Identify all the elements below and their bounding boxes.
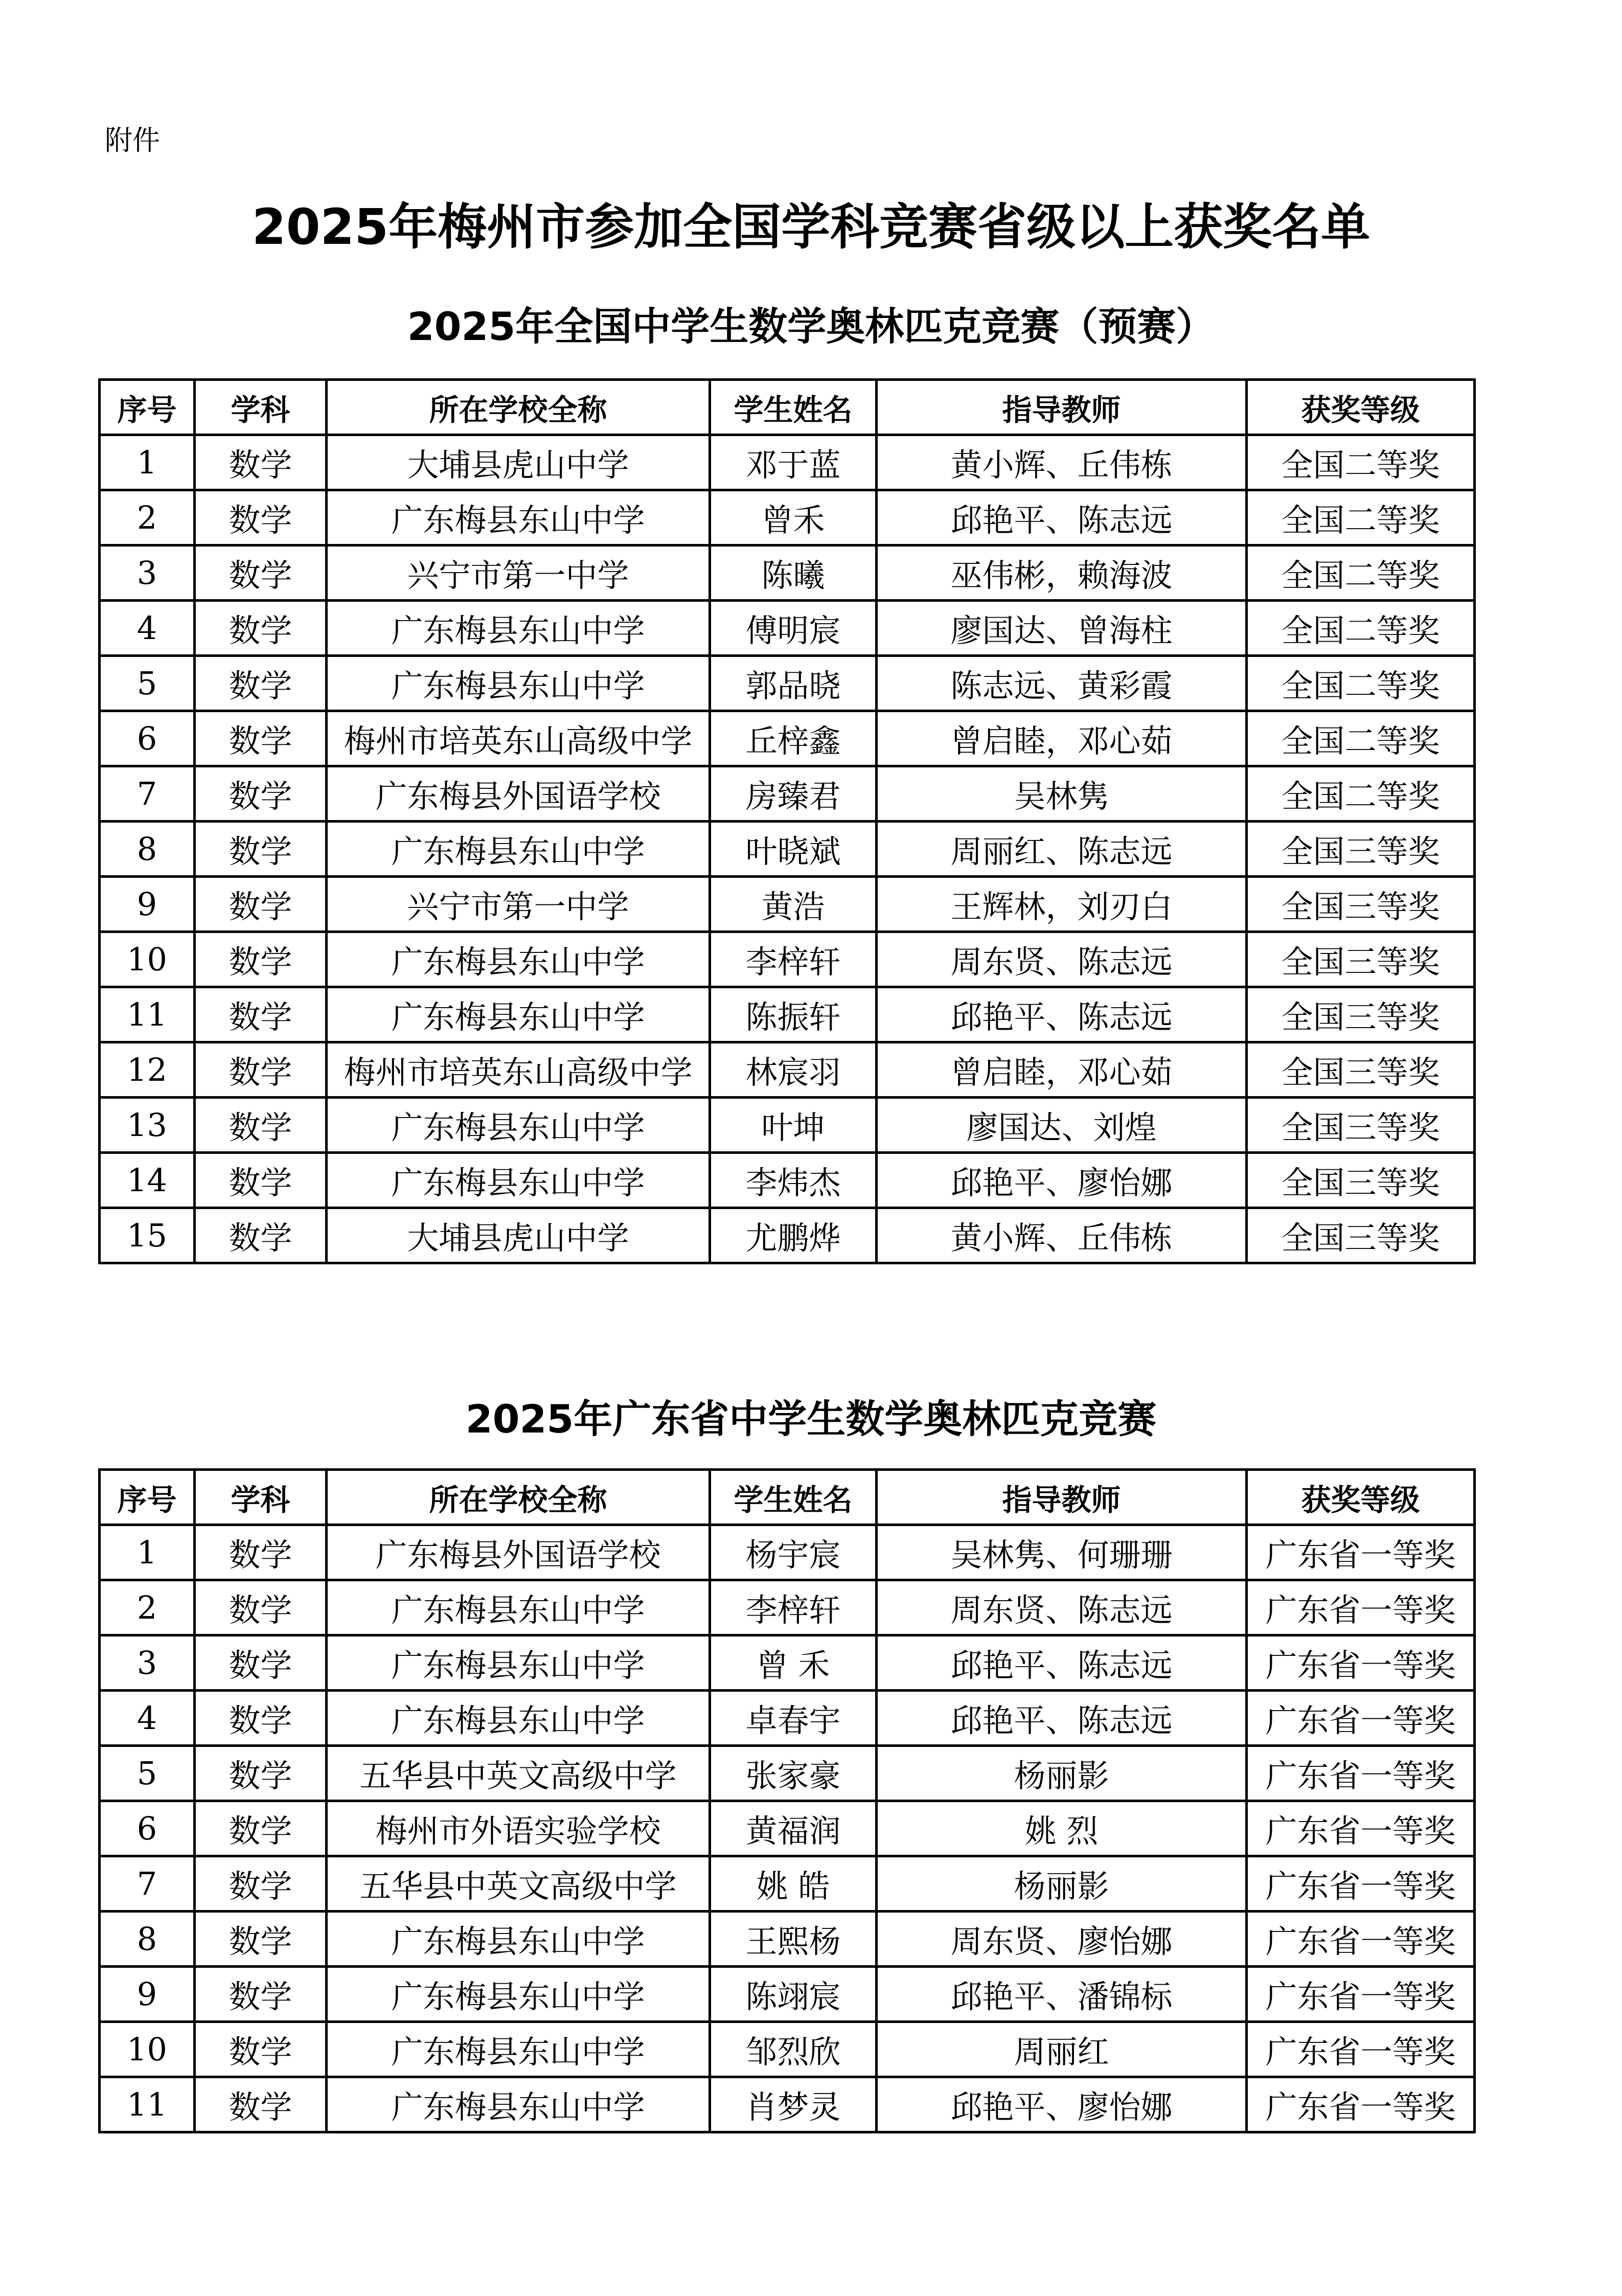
cell-subject: 数学 [195, 1153, 327, 1208]
cell-teacher: 邱艳平、廖怡娜 [877, 2077, 1247, 2132]
cell-teacher: 邱艳平、陈志远 [877, 987, 1247, 1042]
cell-index: 6 [100, 1801, 195, 1856]
cell-teacher: 周东贤、陈志远 [877, 932, 1247, 987]
cell-award: 全国二等奖 [1247, 766, 1475, 822]
header-school: 所在学校全称 [327, 380, 710, 435]
cell-index: 2 [100, 490, 195, 545]
table-row [100, 1691, 1475, 1746]
cell-school: 广东梅县东山中学 [327, 2077, 710, 2132]
header-subject: 学科 [195, 1470, 327, 1525]
table-row [100, 822, 1475, 877]
cell-subject: 数学 [195, 1856, 327, 1912]
cell-student: 陈振轩 [710, 987, 877, 1042]
cell-subject: 数学 [195, 1635, 327, 1691]
cell-award: 广东省一等奖 [1247, 1967, 1475, 2022]
cell-subject: 数学 [195, 656, 327, 711]
cell-award: 全国三等奖 [1247, 1042, 1475, 1098]
header-student: 学生姓名 [710, 1470, 877, 1525]
cell-student: 杨宇宸 [710, 1525, 877, 1580]
cell-subject: 数学 [195, 490, 327, 545]
cell-school: 梅州市培英东山高级中学 [327, 1042, 710, 1098]
cell-index: 9 [100, 1967, 195, 2022]
header-index: 序号 [100, 380, 195, 435]
cell-student: 肖梦灵 [710, 2077, 877, 2132]
cell-teacher: 吴林隽 [877, 766, 1247, 822]
cell-student: 陈翊宸 [710, 1967, 877, 2022]
cell-school: 五华县中英文高级中学 [327, 1746, 710, 1801]
cell-index: 12 [100, 1042, 195, 1098]
cell-subject: 数学 [195, 1967, 327, 2022]
provincial-award-table [98, 1468, 1476, 2133]
cell-school: 广东梅县东山中学 [327, 1580, 710, 1635]
cell-student: 房臻君 [710, 766, 877, 822]
cell-award: 广东省一等奖 [1247, 1525, 1475, 1580]
cell-student: 姚 皓 [710, 1856, 877, 1912]
cell-teacher: 周东贤、陈志远 [877, 1580, 1247, 1635]
cell-student: 李梓轩 [710, 932, 877, 987]
cell-index: 7 [100, 1856, 195, 1912]
cell-index: 10 [100, 932, 195, 987]
cell-award: 全国三等奖 [1247, 1098, 1475, 1153]
cell-subject: 数学 [195, 877, 327, 932]
cell-index: 15 [100, 1208, 195, 1263]
cell-teacher: 吴林隽、何珊珊 [877, 1525, 1247, 1580]
cell-teacher: 邱艳平、陈志远 [877, 1691, 1247, 1746]
cell-index: 3 [100, 1635, 195, 1691]
table-row [100, 932, 1475, 987]
cell-teacher: 曾启睦，邓心茹 [877, 1042, 1247, 1098]
cell-index: 11 [100, 2077, 195, 2132]
cell-student: 黄浩 [710, 877, 877, 932]
cell-school: 广东梅县东山中学 [327, 1153, 710, 1208]
cell-subject: 数学 [195, 1912, 327, 1967]
cell-student: 邹烈欣 [710, 2022, 877, 2077]
cell-school: 广东梅县外国语学校 [327, 766, 710, 822]
cell-index: 8 [100, 1912, 195, 1967]
table-row [100, 601, 1475, 656]
cell-school: 大埔县虎山中学 [327, 435, 710, 490]
cell-school: 广东梅县东山中学 [327, 1912, 710, 1967]
cell-student: 卓春宇 [710, 1691, 877, 1746]
cell-student: 曾 禾 [710, 1635, 877, 1691]
cell-student: 张家豪 [710, 1746, 877, 1801]
header-award: 获奖等级 [1247, 1470, 1475, 1525]
header-student: 学生姓名 [710, 380, 877, 435]
attachment-label: 附件 [105, 124, 160, 156]
table-header-row [100, 380, 1475, 435]
cell-school: 广东梅县东山中学 [327, 987, 710, 1042]
cell-student: 邓于蓝 [710, 435, 877, 490]
cell-subject: 数学 [195, 1801, 327, 1856]
table-header-row [100, 1470, 1475, 1525]
table-row [100, 1856, 1475, 1912]
cell-student: 尤鹏烨 [710, 1208, 877, 1263]
table-row [100, 656, 1475, 711]
cell-index: 7 [100, 766, 195, 822]
cell-subject: 数学 [195, 601, 327, 656]
national-award-table [98, 378, 1476, 1264]
table-row [100, 1042, 1475, 1098]
cell-award: 广东省一等奖 [1247, 1635, 1475, 1691]
cell-award: 全国三等奖 [1247, 822, 1475, 877]
cell-school: 广东梅县东山中学 [327, 932, 710, 987]
cell-award: 全国三等奖 [1247, 1208, 1475, 1263]
cell-award: 全国二等奖 [1247, 711, 1475, 766]
cell-school: 广东梅县东山中学 [327, 1691, 710, 1746]
cell-award: 全国三等奖 [1247, 932, 1475, 987]
cell-teacher: 曾启睦，邓心茹 [877, 711, 1247, 766]
table-row [100, 1525, 1475, 1580]
cell-index: 5 [100, 656, 195, 711]
cell-teacher: 邱艳平、廖怡娜 [877, 1153, 1247, 1208]
cell-student: 黄福润 [710, 1801, 877, 1856]
cell-teacher: 周东贤、廖怡娜 [877, 1912, 1247, 1967]
header-award: 获奖等级 [1247, 380, 1475, 435]
cell-student: 傅明宸 [710, 601, 877, 656]
header-teacher: 指导教师 [877, 1470, 1247, 1525]
section-title-provincial: 2025年广东省中学生数学奥林匹克竞赛 [465, 1396, 1157, 1442]
cell-teacher: 邱艳平、陈志远 [877, 1635, 1247, 1691]
cell-teacher: 周丽红 [877, 2022, 1247, 2077]
cell-subject: 数学 [195, 1098, 327, 1153]
table-row [100, 1746, 1475, 1801]
cell-award: 广东省一等奖 [1247, 1580, 1475, 1635]
cell-subject: 数学 [195, 822, 327, 877]
cell-student: 郭品晓 [710, 656, 877, 711]
cell-subject: 数学 [195, 932, 327, 987]
cell-index: 11 [100, 987, 195, 1042]
section-title-national: 2025年全国中学生数学奥林匹克竞赛（预赛） [407, 304, 1215, 349]
cell-subject: 数学 [195, 2022, 327, 2077]
cell-subject: 数学 [195, 1580, 327, 1635]
cell-student: 陈曦 [710, 545, 877, 601]
page-title: 2025年梅州市参加全国学科竞赛省级以上获奖名单 [252, 198, 1370, 256]
cell-index: 10 [100, 2022, 195, 2077]
cell-subject: 数学 [195, 987, 327, 1042]
cell-index: 6 [100, 711, 195, 766]
header-subject: 学科 [195, 380, 327, 435]
table-row [100, 1580, 1475, 1635]
cell-teacher: 巫伟彬，赖海波 [877, 545, 1247, 601]
table-row [100, 2022, 1475, 2077]
cell-school: 广东梅县东山中学 [327, 490, 710, 545]
cell-student: 曾禾 [710, 490, 877, 545]
cell-teacher: 周丽红、陈志远 [877, 822, 1247, 877]
cell-award: 广东省一等奖 [1247, 2077, 1475, 2132]
cell-school: 广东梅县东山中学 [327, 1967, 710, 2022]
cell-school: 梅州市外语实验学校 [327, 1801, 710, 1856]
cell-award: 广东省一等奖 [1247, 1912, 1475, 1967]
cell-award: 广东省一等奖 [1247, 1801, 1475, 1856]
table-row [100, 1912, 1475, 1967]
cell-school: 兴宁市第一中学 [327, 877, 710, 932]
cell-award: 广东省一等奖 [1247, 2022, 1475, 2077]
cell-teacher: 杨丽影 [877, 1856, 1247, 1912]
cell-award: 全国三等奖 [1247, 1153, 1475, 1208]
cell-award: 广东省一等奖 [1247, 1691, 1475, 1746]
cell-award: 广东省一等奖 [1247, 1856, 1475, 1912]
cell-award: 全国三等奖 [1247, 987, 1475, 1042]
cell-award: 全国二等奖 [1247, 490, 1475, 545]
cell-teacher: 王辉林，刘刃白 [877, 877, 1247, 932]
cell-index: 9 [100, 877, 195, 932]
header-school: 所在学校全称 [327, 1470, 710, 1525]
cell-school: 梅州市培英东山高级中学 [327, 711, 710, 766]
cell-teacher: 邱艳平、陈志远 [877, 490, 1247, 545]
cell-subject: 数学 [195, 435, 327, 490]
cell-school: 广东梅县外国语学校 [327, 1525, 710, 1580]
cell-student: 叶坤 [710, 1098, 877, 1153]
cell-school: 广东梅县东山中学 [327, 822, 710, 877]
cell-school: 广东梅县东山中学 [327, 601, 710, 656]
cell-teacher: 陈志远、黄彩霞 [877, 656, 1247, 711]
cell-subject: 数学 [195, 1525, 327, 1580]
cell-school: 广东梅县东山中学 [327, 656, 710, 711]
cell-teacher: 廖国达、刘煌 [877, 1098, 1247, 1153]
cell-award: 全国二等奖 [1247, 435, 1475, 490]
cell-index: 5 [100, 1746, 195, 1801]
cell-school: 五华县中英文高级中学 [327, 1856, 710, 1912]
cell-subject: 数学 [195, 1042, 327, 1098]
cell-subject: 数学 [195, 1746, 327, 1801]
cell-student: 王熙杨 [710, 1912, 877, 1967]
table-row [100, 1208, 1475, 1263]
cell-subject: 数学 [195, 1691, 327, 1746]
cell-teacher: 黄小辉、丘伟栋 [877, 435, 1247, 490]
cell-index: 13 [100, 1098, 195, 1153]
table-row [100, 1098, 1475, 1153]
table-row [100, 766, 1475, 822]
table-row [100, 1153, 1475, 1208]
cell-subject: 数学 [195, 545, 327, 601]
cell-subject: 数学 [195, 711, 327, 766]
cell-school: 广东梅县东山中学 [327, 2022, 710, 2077]
cell-student: 林宸羽 [710, 1042, 877, 1098]
cell-index: 4 [100, 601, 195, 656]
cell-student: 丘梓鑫 [710, 711, 877, 766]
cell-teacher: 姚 烈 [877, 1801, 1247, 1856]
cell-teacher: 邱艳平、潘锦标 [877, 1967, 1247, 2022]
cell-student: 李炜杰 [710, 1153, 877, 1208]
cell-student: 叶晓斌 [710, 822, 877, 877]
cell-subject: 数学 [195, 1208, 327, 1263]
cell-school: 大埔县虎山中学 [327, 1208, 710, 1263]
table-row [100, 435, 1475, 490]
cell-teacher: 廖国达、曾海柱 [877, 601, 1247, 656]
cell-award: 全国二等奖 [1247, 545, 1475, 601]
cell-subject: 数学 [195, 2077, 327, 2132]
cell-award: 全国二等奖 [1247, 656, 1475, 711]
table-row [100, 490, 1475, 545]
cell-index: 4 [100, 1691, 195, 1746]
cell-student: 李梓轩 [710, 1580, 877, 1635]
table-row [100, 877, 1475, 932]
cell-index: 14 [100, 1153, 195, 1208]
cell-award: 全国二等奖 [1247, 601, 1475, 656]
table-row [100, 987, 1475, 1042]
cell-award: 全国三等奖 [1247, 877, 1475, 932]
cell-index: 2 [100, 1580, 195, 1635]
table-row [100, 1635, 1475, 1691]
cell-school: 广东梅县东山中学 [327, 1098, 710, 1153]
cell-school: 兴宁市第一中学 [327, 545, 710, 601]
cell-index: 8 [100, 822, 195, 877]
header-index: 序号 [100, 1470, 195, 1525]
table-row [100, 1967, 1475, 2022]
cell-school: 广东梅县东山中学 [327, 1635, 710, 1691]
table-row [100, 711, 1475, 766]
table-row [100, 1801, 1475, 1856]
cell-award: 广东省一等奖 [1247, 1746, 1475, 1801]
cell-index: 1 [100, 435, 195, 490]
cell-subject: 数学 [195, 766, 327, 822]
cell-index: 1 [100, 1525, 195, 1580]
table-row [100, 545, 1475, 601]
header-teacher: 指导教师 [877, 380, 1247, 435]
cell-index: 3 [100, 545, 195, 601]
table-row [100, 2077, 1475, 2132]
cell-teacher: 杨丽影 [877, 1746, 1247, 1801]
cell-teacher: 黄小辉、丘伟栋 [877, 1208, 1247, 1263]
